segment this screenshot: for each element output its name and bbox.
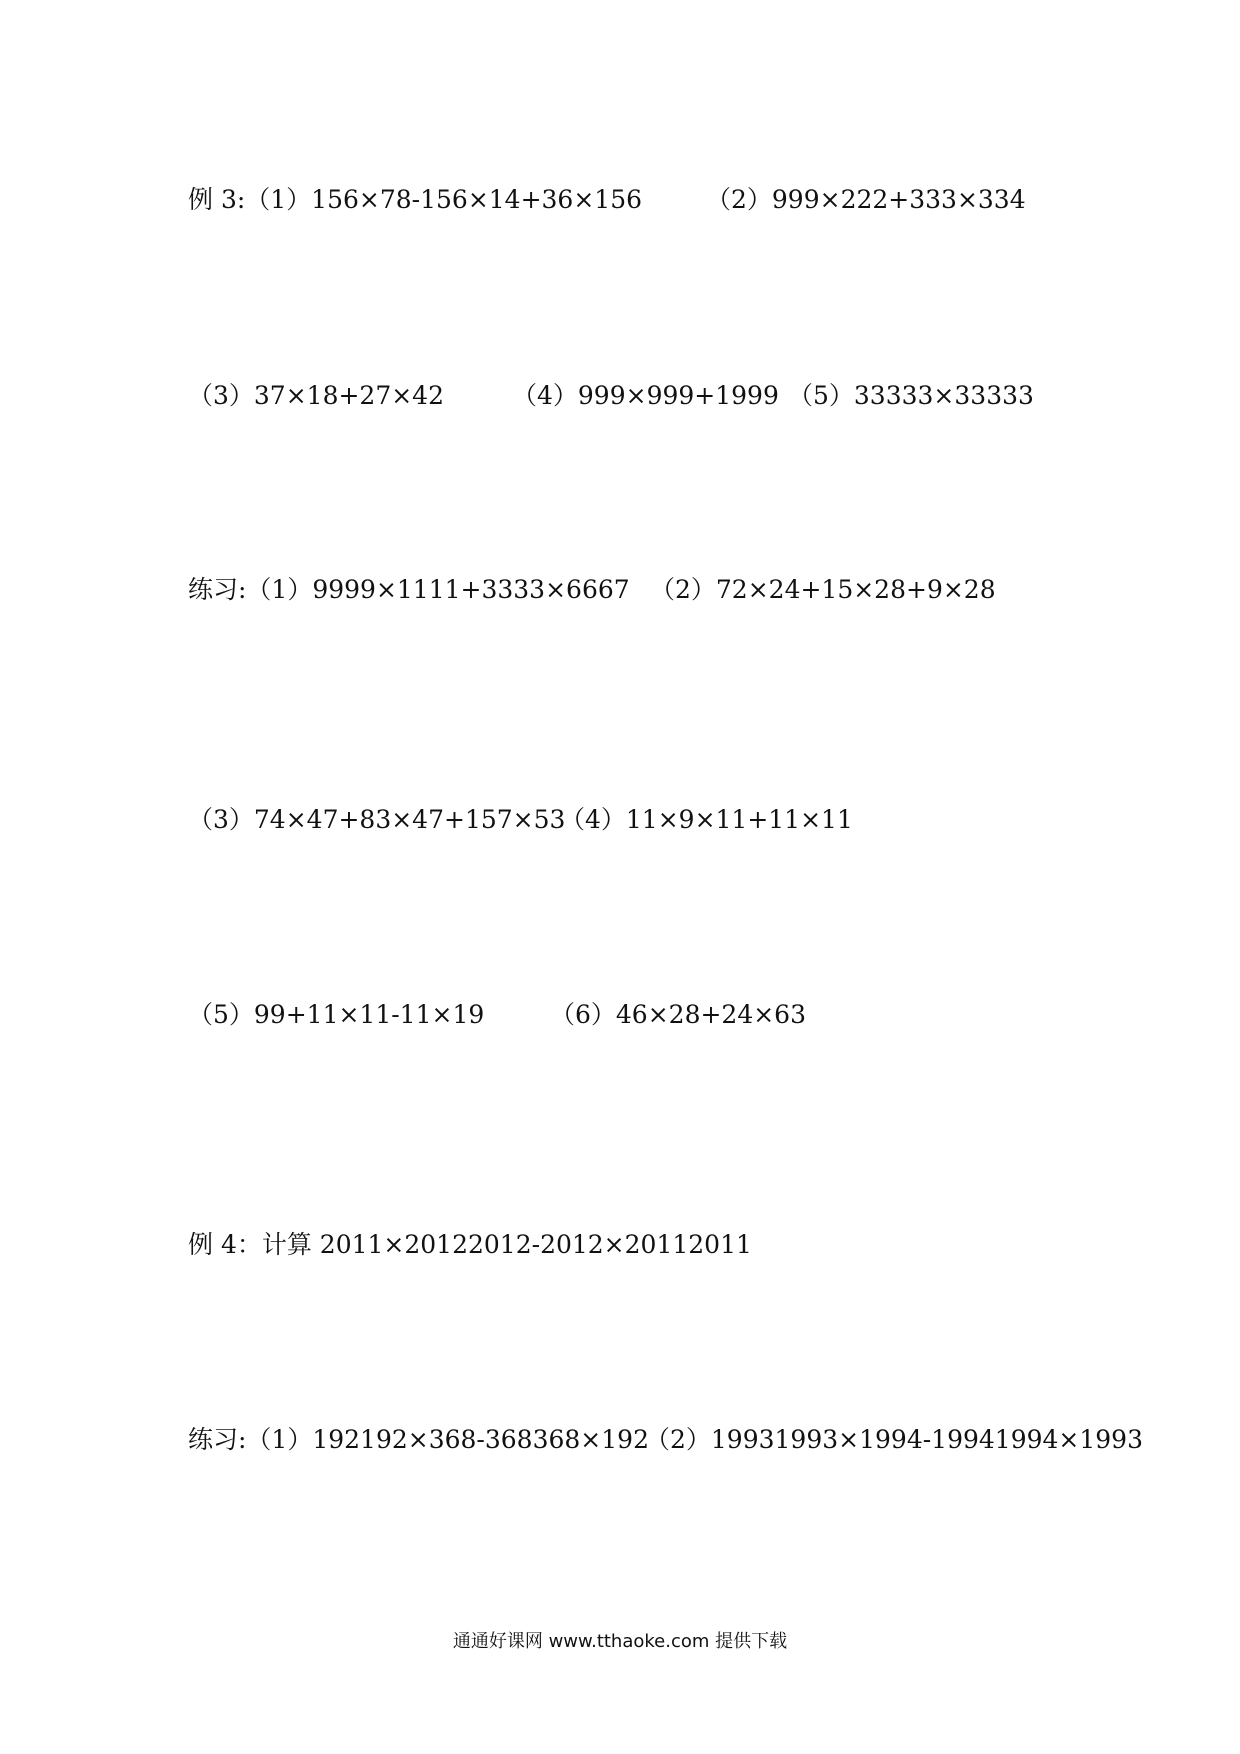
example-3-problem-4: （4）999×999+1999	[512, 381, 779, 410]
example-3-problem-5: （5）33333×33333	[788, 381, 1034, 410]
practice-1-problem-2: （2）72×24+15×28+9×28	[650, 575, 996, 604]
download-footer: 通通好课网 www.tthaoke.com 提供下载	[452, 1631, 788, 1652]
practice-2-problem-1: 练习:（1）192192×368-368368×192	[188, 1425, 649, 1454]
practice-1-problem-5: （5）99+11×11-11×19	[188, 1000, 485, 1029]
practice-2-problem-2: （2）19931993×1994-19941994×1993	[645, 1425, 1143, 1454]
example-3-problem-3: （3）37×18+27×42	[188, 381, 444, 410]
example-3-problem-2: （2）999×222+333×334	[706, 185, 1026, 214]
practice-1-problem-1: 练习:（1）9999×1111+3333×6667	[188, 575, 630, 604]
practice-1-problem-6: （6）46×28+24×63	[550, 1000, 806, 1029]
example-4-problem: 例 4：计算 2011×20122012-2012×20112011	[188, 1230, 752, 1259]
practice-1-problem-3: （3）74×47+83×47+157×53	[188, 805, 566, 834]
example-3-problem-1: 例 3:（1）156×78-156×14+36×156	[188, 185, 643, 214]
practice-1-problem-4: （4）11×9×11+11×11	[560, 805, 853, 834]
